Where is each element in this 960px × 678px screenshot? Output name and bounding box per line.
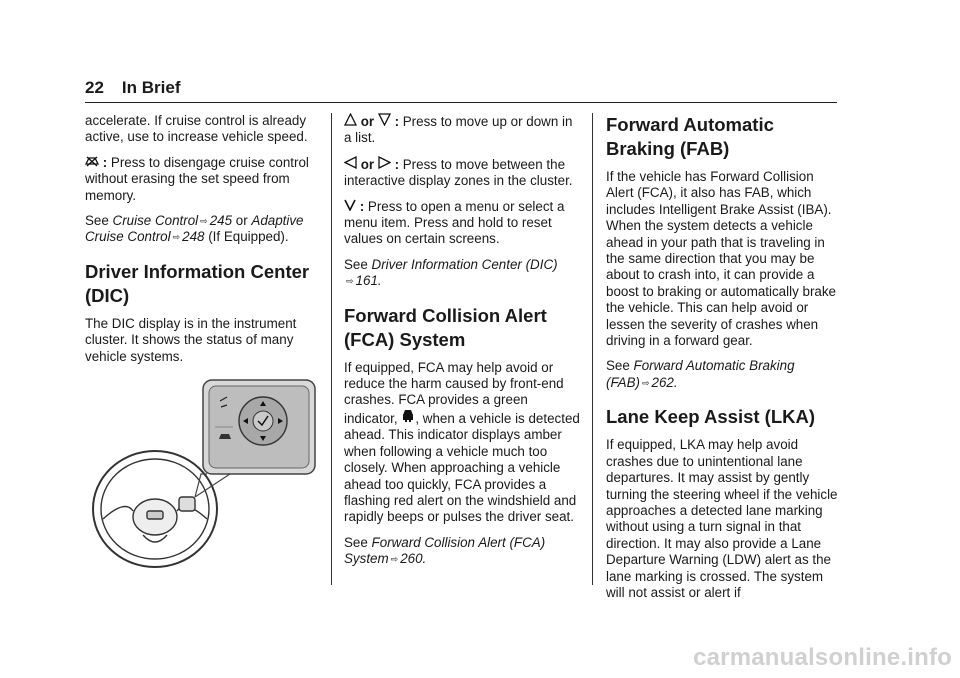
page-arrow-icon: ⇨ — [172, 232, 181, 243]
column-2 — [344, 113, 580, 577]
page-reference[interactable]: 262 — [651, 374, 674, 390]
leftright-paragraph — [344, 156, 580, 190]
page-arrow-icon: ⇨ — [346, 276, 354, 287]
paragraph: If the vehicle has Forward Collision Alert (FCA), it also has FAB, which includes Intelligent Brake Assist (IBA). When the system detects a vehicle ahead in your path that is traveling in the same direction that you may be about to crash into, it can provide a boost to braking or automatically brake the vehicle. This can help avoid or lessen the severity of crashes when driving in a forward gear. — [606, 169, 836, 349]
vehicle-ahead-icon — [401, 409, 415, 427]
page-number: 22 — [85, 78, 104, 97]
see-prefix: See — [344, 534, 372, 550]
period: . — [422, 551, 427, 567]
leftright-text: Press to move between the interactive display zones in the cluster. — [344, 156, 573, 189]
up-arrow-icon — [344, 113, 357, 130]
page-arrow-icon: ⇨ — [641, 377, 650, 388]
down-arrow-icon — [378, 113, 391, 130]
section-heading: Lane Keep Assist (LKA) — [606, 406, 816, 428]
cross-reference[interactable]: Cruise Control — [112, 213, 199, 229]
section-heading: Forward Collision Alert (FCA) System — [344, 304, 547, 350]
column-3 — [606, 113, 841, 610]
see-prefix: See — [606, 358, 634, 374]
symbol-colon: : — [390, 156, 403, 172]
section-heading: Driver Information Center (DIC) — [85, 260, 310, 306]
paragraph: If equipped, LKA may help avoid crashes due to unintentional lane departures. It may assist by gently turning the steering wheel if the vehicle approaches a detected lane marking without using a turn signal in that direction. It may also provide a Lane Departure Warning (LDW) alert as the lane marking is crossed. The system will not assist or alert if — [606, 437, 838, 600]
see-also-paragraph — [344, 257, 580, 290]
cross-reference[interactable]: Forward Collision Alert (FCA) System — [344, 534, 546, 567]
period: . — [673, 374, 678, 390]
right-arrow-icon — [378, 156, 391, 173]
section-heading: Forward Automatic Braking (FAB) — [606, 114, 774, 159]
page-reference[interactable]: 161 — [355, 273, 378, 289]
cancel-text: Press to disengage cruise control without erasing the set speed from memory. — [85, 154, 309, 203]
cross-reference[interactable]: Adaptive Cruise Control — [85, 213, 304, 245]
steering-wheel-illustration — [85, 379, 317, 575]
updown-paragraph — [344, 113, 580, 147]
page-header — [85, 78, 180, 98]
watermark: carmanualsonline.info — [693, 644, 952, 671]
fca-paragraph — [344, 360, 580, 526]
paragraph: accelerate. If cruise control is already active, use to increase vehicle speed. — [85, 113, 308, 145]
cross-reference[interactable]: Forward Automatic Braking (FAB) — [606, 358, 795, 390]
cancel-paragraph — [85, 155, 317, 204]
symbol-or: or — [357, 156, 378, 172]
see-also-paragraph — [344, 535, 580, 568]
cross-reference[interactable]: Driver Information Center (DIC) — [371, 256, 558, 272]
section-title: In Brief — [121, 78, 181, 97]
page-arrow-icon: ⇨ — [200, 216, 208, 227]
select-paragraph — [344, 199, 580, 248]
page-reference[interactable]: 248 — [182, 229, 205, 245]
see-suffix: (If Equipped). — [204, 229, 289, 245]
see-also-paragraph — [85, 213, 317, 246]
select-text: Press to open a menu or select a menu item. Press and hold to reset values on certain screens. — [344, 198, 565, 247]
page-reference[interactable]: 260 — [400, 551, 423, 567]
page-arrow-icon: ⇨ — [390, 554, 399, 565]
period: . — [377, 273, 382, 289]
fca-text: , when a vehicle is detected ahead. This indicator displays amber when following a vehicle much too closely. When approaching a vehicle ahead too quickly, FCA provides a flashing red alert on the windshield and rapidly beeps or pulses the driver seat. — [344, 410, 580, 525]
see-mid: or — [232, 213, 252, 229]
paragraph: The DIC display is in the instrument cluster. It shows the status of many vehicle systems. — [85, 315, 297, 364]
header-rule — [85, 102, 837, 103]
see-prefix: See — [85, 213, 113, 229]
column-1 — [85, 113, 317, 575]
symbol-colon: : — [390, 114, 403, 129]
symbol-colon: : — [356, 198, 368, 214]
symbol-or: or — [357, 114, 378, 129]
page-reference[interactable]: 245 — [209, 213, 233, 229]
cruise-cancel-icon — [85, 155, 99, 171]
checkmark-icon — [344, 199, 356, 215]
column-divider — [592, 113, 593, 585]
column-divider — [331, 113, 332, 585]
updown-text: Press to move up or down in a list. — [344, 114, 573, 146]
see-prefix: See — [344, 256, 372, 272]
see-also-paragraph — [606, 358, 841, 391]
fca-text: If equipped, FCA may help avoid or reduce the harm caused by front-end crashes. FCA provides a green indicator, — [344, 359, 564, 426]
left-arrow-icon — [344, 156, 357, 173]
symbol-colon: : — [99, 154, 111, 170]
